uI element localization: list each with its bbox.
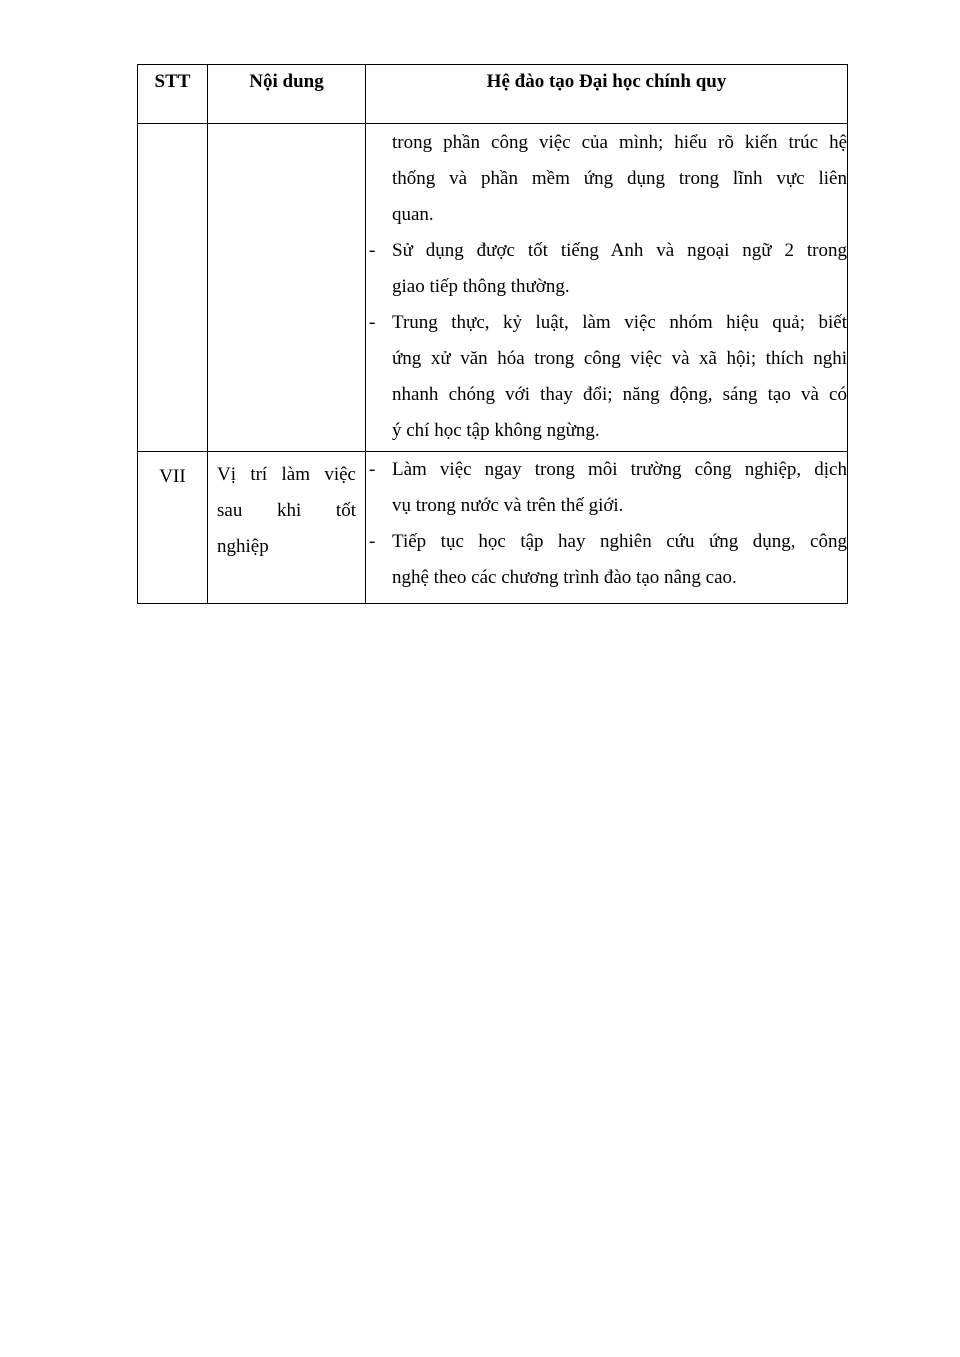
text-line: ý chí học tập không ngừng. <box>392 420 600 441</box>
text-line: thống và phần mềm ứng dụng trong lĩnh vực liên <box>392 168 847 189</box>
list-item <box>366 524 847 596</box>
text-line: vụ trong nước và trên thế giới. <box>392 495 624 516</box>
he-dao-tao-cell <box>366 452 848 604</box>
header-he-dao-tao: Hệ đào tạo Đại học chính quy <box>366 65 848 124</box>
bullet-dash: - <box>369 531 376 552</box>
text-line: sau khi tốt <box>217 500 356 521</box>
stt-cell: VII <box>138 452 208 604</box>
text-line: quan. <box>392 204 434 225</box>
text-line: giao tiếp thông thường. <box>392 276 570 297</box>
text-line: nhanh chóng với thay đổi; năng động, sáng tạo và có <box>392 384 847 405</box>
he-dao-tao-cell <box>366 124 848 452</box>
text-line: Tiếp tục học tập hay nghiên cứu ứng dụng, công <box>392 531 847 552</box>
table-header-row <box>138 65 848 124</box>
bullet-dash: - <box>369 240 376 261</box>
noi-dung-cell <box>208 452 366 604</box>
text-line: nghệ theo các chương trình đào tạo nâng cao. <box>392 567 737 588</box>
text-line: Vị trí làm việc <box>217 464 356 485</box>
table-row <box>138 452 848 604</box>
text-line: Làm việc ngay trong môi trường công nghiệp, dịch <box>392 459 847 480</box>
list-item <box>366 452 847 524</box>
header-noi-dung: Nội dung <box>208 65 366 124</box>
text-line: trong phần công việc của mình; hiểu rõ kiến trúc hệ <box>392 132 847 153</box>
bullet-dash: - <box>369 312 376 333</box>
noi-dung-cell-empty <box>208 124 366 452</box>
list-item <box>366 305 847 449</box>
header-stt: STT <box>138 65 208 124</box>
bullet-dash: - <box>369 459 376 480</box>
text-line: nghiệp <box>217 536 269 557</box>
text-line: Trung thực, kỷ luật, làm việc nhóm hiệu quả; biết <box>392 312 847 333</box>
stt-cell-empty <box>138 124 208 452</box>
table-row <box>138 124 848 452</box>
text-line: ứng xử văn hóa trong công việc và xã hội; thích nghi <box>392 348 847 369</box>
list-item <box>366 233 847 305</box>
text-line: Sử dụng được tốt tiếng Anh và ngoại ngữ 2 trong <box>392 240 847 261</box>
program-table <box>137 64 848 604</box>
